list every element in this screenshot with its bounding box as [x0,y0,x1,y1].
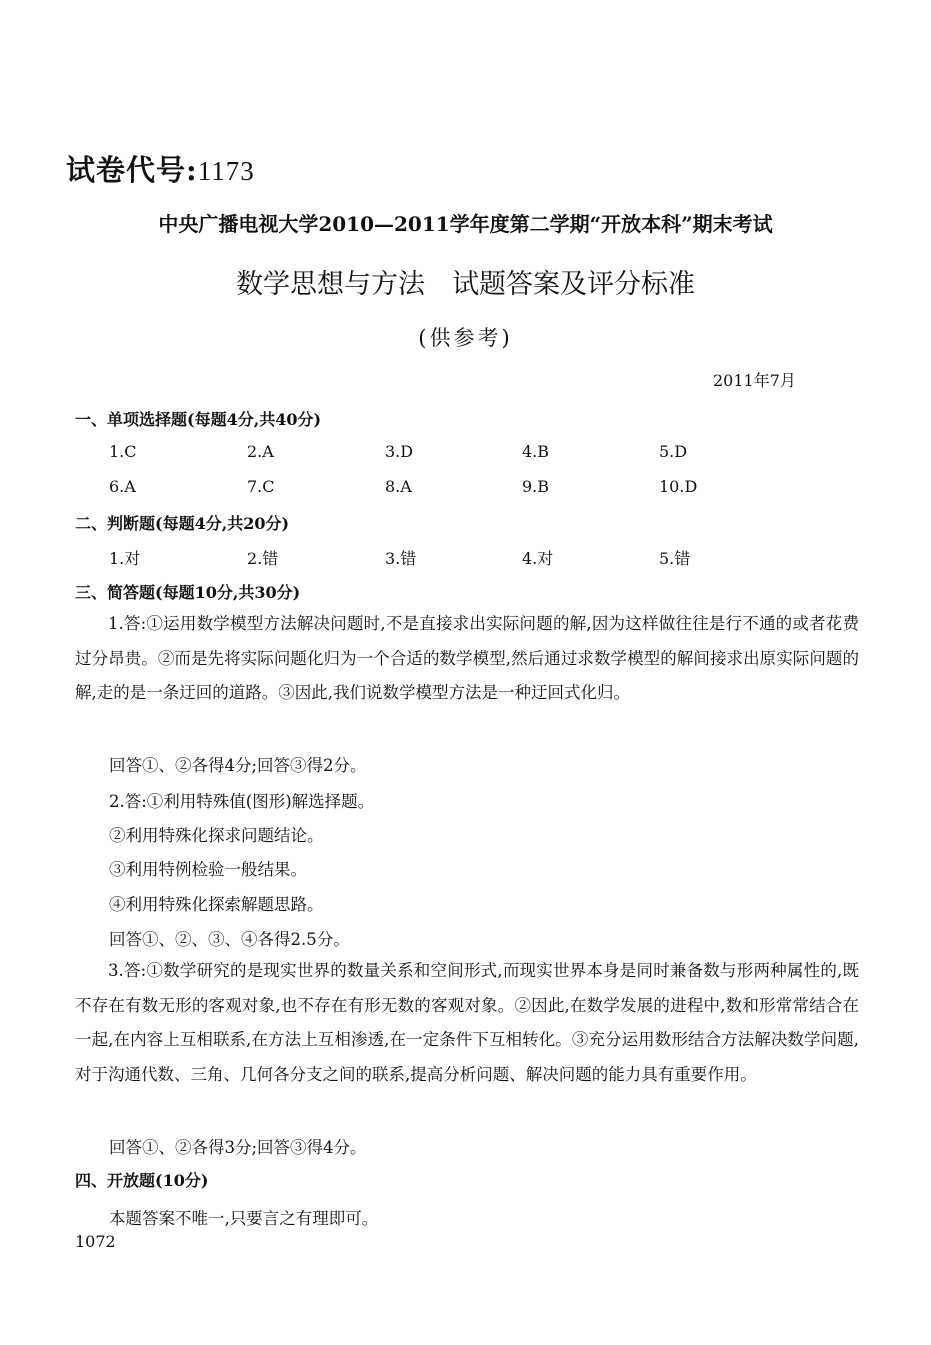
question1-answer-text: 1.答:①运用数学模型方法解决问题时,不是直接求出实际问题的解,因为这样做往往是行不通的或者花费过分昂贵。②而是先将实际问题化归为一个合适的数学模型,然后通过求数学模型的解间接求出原实际问题的解,走的是一条迂回的道路。③因此,我们说数学模型方法是一种迂回式化归。 [75,614,859,702]
reference-note: (供参考) [418,326,513,350]
section1-heading: 一、单项选择题(每题4分,共40分) [75,410,322,429]
answer-item: 4.B [522,442,550,461]
answer-item: 5.D [659,442,688,461]
paper-code-number: 1173 [197,156,255,186]
answer-item: 6.A [109,477,136,496]
answer-item: 1.对 [109,549,141,568]
question2-line: ④利用特殊化探索解题思路。 [109,895,324,914]
question2-score: 回答①、②、③、④各得2.5分。 [109,930,350,949]
question2-line: ②利用特殊化探求问题结论。 [109,826,324,845]
answer-item: 1.C [109,442,137,461]
section1-answer-row-1 [109,442,809,464]
question3-score: 回答①、②各得3分;回答③得4分。 [109,1138,367,1157]
question3-answer [75,954,859,1092]
question2-line: ③利用特例检验一般结果。 [109,860,307,879]
question1-score: 回答①、②各得4分;回答③得2分。 [109,756,367,775]
answer-item: 4.对 [522,549,554,568]
answer-item: 3.D [385,442,414,461]
section4-heading: 四、开放题(10分) [75,1171,209,1190]
answer-item: 9.B [522,477,550,496]
paper-code [66,148,255,189]
answer-item: 10.D [659,477,698,496]
section2-heading: 二、判断题(每题4分,共20分) [75,514,290,533]
question2-line: 2.答:①利用特殊值(图形)解选择题。 [109,792,375,811]
page-number: 1072 [75,1232,116,1251]
answer-item: 7.C [247,477,275,496]
section1-answer-row-2 [109,477,809,499]
answer-item: 2.错 [247,549,279,568]
document-title: 数学思想与方法 试题答案及评分标准 [236,269,695,300]
document-date: 2011年7月 [713,371,796,390]
answer-item: 2.A [247,442,274,461]
answer-item: 8.A [385,477,412,496]
question1-answer [75,607,859,711]
answer-item: 3.错 [385,549,417,568]
section2-answer-row [109,546,809,568]
section4-answer: 本题答案不唯一,只要言之有理即可。 [109,1209,379,1228]
answer-item: 5.错 [659,549,691,568]
section3-heading: 三、简答题(每题10分,共30分) [75,583,301,602]
question3-answer-text: 3.答:①数学研究的是现实世界的数量关系和空间形式,而现实世界本身是同时兼备数与形两种属性的,既不存在有数无形的客观对象,也不存在有形无数的客观对象。②因此,在数学发展的进程中,数和形常常结合在一起,在内容上互相联系,在方法上互相渗透,在一定条件下互相转化。③充分运用数形结合方法解决数学问题,对于沟通代数、三角、几何各分支之间的联系,提高分析问题、解决问题的能力具有重要作用。 [75,961,859,1084]
exam-title: 中央广播电视大学2010—2011学年度第二学期“开放本科”期末考试 [158,212,773,236]
paper-code-label: 试卷代号: [66,153,198,187]
